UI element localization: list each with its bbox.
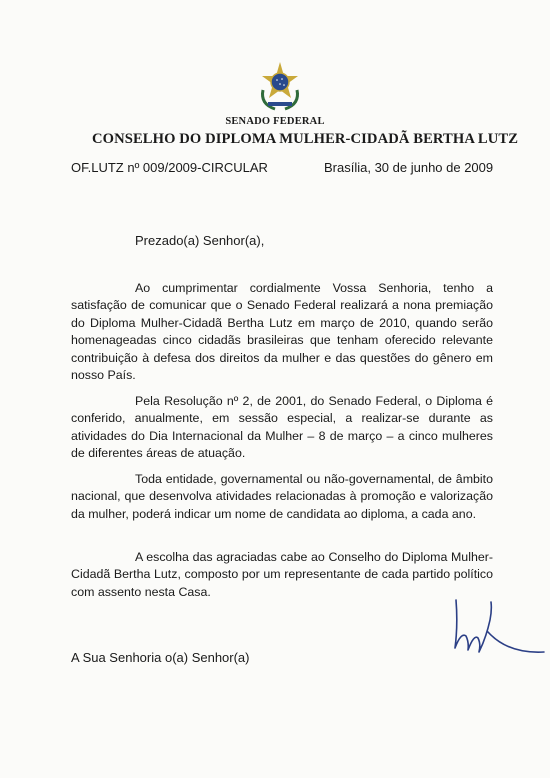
date-line: Brasília, 30 de junho de 2009 <box>324 160 494 175</box>
paragraph-4: A escolha das agraciadas cabe ao Conselho do Diploma Mulher-Cidadã Bertha Lutz, composto por um representante de cada partido político com assento nesta Casa. <box>71 550 493 599</box>
handwritten-signature <box>448 590 548 670</box>
closing-line: A Sua Senhoria o(a) Senhor(a) <box>71 650 250 665</box>
paragraph-2: Pela Resolução nº 2, de 2001, do Senado Federal, o Diploma é conferido, anualmente, em sessão especial, a realizar-se durante as atividades do Dia Internacional da Mulher – 8 de março – a cinco mulheres de diferentes áreas de atuação. <box>71 394 493 461</box>
coat-of-arms-of-brazil-emblem <box>257 60 303 112</box>
paragraph-3: Toda entidade, governamental ou não-governamental, de âmbito nacional, que desenvolva atividades relacionadas à promoção e valorização da mulher, poderá indicar um nome de candidata ao diploma, a cada ano. <box>71 472 493 521</box>
paragraph-1: Ao cumprimentar cordialmente Vossa Senhoria, tenho a satisfação de comunicar que o Senado Federal realizará a nona premiação do Diploma Mulher-Cidadã Bertha Lutz em março de 2010, quando serão homenageadas cinco cidadãs brasileiras que tenham oferecido relevante contribuição à defesa dos direitos da mulher e das questões do gênero em nosso País. <box>71 281 493 383</box>
document-reference: OF.LUTZ nº 009/2009-CIRCULAR <box>71 160 268 175</box>
institution-name: SENADO FEDERAL <box>225 116 325 127</box>
council-title: CONSELHO DO DIPLOMA MULHER-CIDADÃ BERTHA LUTZ <box>92 131 519 147</box>
greeting: Prezado(a) Senhor(a), <box>135 233 265 248</box>
